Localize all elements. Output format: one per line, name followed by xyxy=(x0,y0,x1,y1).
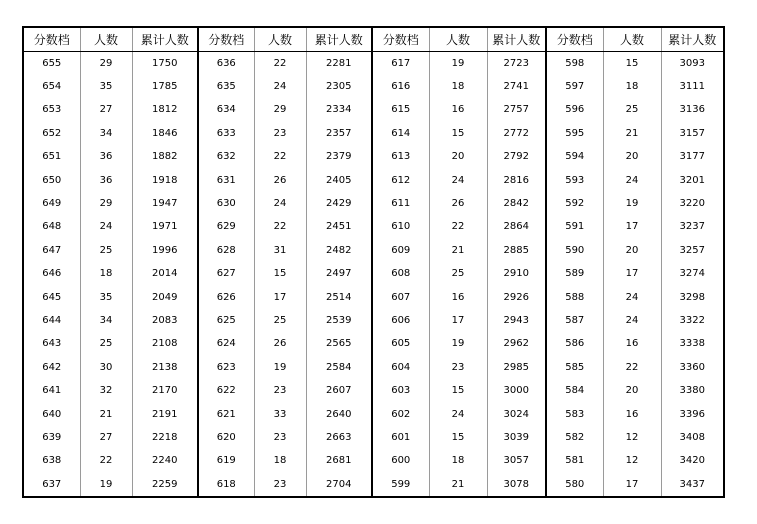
cell-score-band: 651 xyxy=(23,146,80,169)
cell-count: 16 xyxy=(603,403,661,426)
cell-cumulative-count: 3201 xyxy=(679,174,705,186)
header-score-band: 分数档 xyxy=(546,27,603,52)
cell-score-band: 605 xyxy=(372,333,429,356)
cell-score-band: 585 xyxy=(546,356,603,379)
cell-count: 35 xyxy=(80,75,132,98)
cell-cumulative-count: 2405 xyxy=(306,169,372,192)
cell-score-band: 649 xyxy=(23,192,80,215)
cell-score-band: 581 xyxy=(546,450,603,473)
header-count: 人数 xyxy=(254,27,306,52)
cell-score-band: 582 xyxy=(546,426,603,449)
cell-count: 23 xyxy=(254,379,306,402)
cell-score-band: 610 xyxy=(372,216,429,239)
cell-score-band: 644 xyxy=(23,309,80,332)
cell-count: 29 xyxy=(80,52,132,76)
cell-cumulative-count: 2607 xyxy=(306,379,372,402)
cell-score-band: 611 xyxy=(372,192,429,215)
cell-count: 24 xyxy=(603,309,661,332)
cell-score-band: 653 xyxy=(23,99,80,122)
cell-score-band: 601 xyxy=(372,426,429,449)
cell-count: 36 xyxy=(80,169,132,192)
cell-count: 34 xyxy=(80,309,132,332)
cell-cumulative-count: 3274 xyxy=(679,268,705,280)
cell-count: 16 xyxy=(603,333,661,356)
cell-cumulative-count: 2259 xyxy=(132,473,198,497)
cell-score-band: 616 xyxy=(372,75,429,98)
table-row xyxy=(23,146,724,169)
cell-cumulative-count: 1750 xyxy=(132,52,198,76)
cell-cumulative-count: 2792 xyxy=(487,146,546,169)
cell-cumulative-count: 2985 xyxy=(487,356,546,379)
cell-cumulative-count: 3078 xyxy=(487,473,546,497)
cell-count: 23 xyxy=(254,473,306,497)
cell-cumulative-count: 2191 xyxy=(132,403,198,426)
cell-cumulative-count: 3396 xyxy=(679,408,705,420)
cell-count: 23 xyxy=(254,426,306,449)
cell-count: 29 xyxy=(80,192,132,215)
cell-cumulative-count: 2926 xyxy=(487,286,546,309)
cell-cumulative-count: 2049 xyxy=(132,286,198,309)
cell-cumulative-count: 2757 xyxy=(487,99,546,122)
table-row xyxy=(23,473,724,497)
cell-count: 16 xyxy=(429,286,487,309)
cell-cumulative-count: 2864 xyxy=(487,216,546,239)
cell-cumulative-count: 2741 xyxy=(487,75,546,98)
cell-cumulative-count: 3408 xyxy=(679,431,705,443)
cell-cumulative-count: 3024 xyxy=(487,403,546,426)
cell-cumulative-count: 2357 xyxy=(306,122,372,145)
cell-count: 24 xyxy=(429,169,487,192)
cell-count: 34 xyxy=(80,122,132,145)
cell-count: 27 xyxy=(80,99,132,122)
header-count: 人数 xyxy=(603,27,661,52)
cell-count: 22 xyxy=(80,450,132,473)
cell-cumulative-count: 2240 xyxy=(132,450,198,473)
cell-count: 23 xyxy=(429,356,487,379)
cell-count: 18 xyxy=(254,450,306,473)
cell-cumulative-count: 1971 xyxy=(132,216,198,239)
cell-cumulative-count: 1947 xyxy=(132,192,198,215)
cell-cumulative-count: 3437 xyxy=(679,478,705,490)
cell-cumulative-count: 3298 xyxy=(679,291,705,303)
table-row xyxy=(23,379,724,402)
cell-score-band: 655 xyxy=(23,52,80,76)
cell-cumulative-count: 3220 xyxy=(679,198,705,210)
cell-cumulative-count: 2083 xyxy=(132,309,198,332)
cell-cumulative-count: 2663 xyxy=(306,426,372,449)
header-count: 人数 xyxy=(80,27,132,52)
cell-count: 18 xyxy=(429,450,487,473)
cell-count: 22 xyxy=(254,146,306,169)
cell-score-band: 635 xyxy=(198,75,254,98)
header-cumulative-count: 累计人数 xyxy=(661,27,724,52)
table-row xyxy=(23,169,724,192)
table-row xyxy=(23,122,724,145)
table-row xyxy=(23,263,724,286)
cell-score-band: 594 xyxy=(546,146,603,169)
cell-score-band: 591 xyxy=(546,216,603,239)
cell-score-band: 583 xyxy=(546,403,603,426)
cell-cumulative-count: 2451 xyxy=(306,216,372,239)
cell-count: 24 xyxy=(603,169,661,192)
cell-count: 29 xyxy=(254,99,306,122)
cell-count: 32 xyxy=(80,379,132,402)
cell-score-band: 628 xyxy=(198,239,254,262)
cell-count: 20 xyxy=(603,146,661,169)
cell-count: 21 xyxy=(80,403,132,426)
cell-score-band: 654 xyxy=(23,75,80,98)
cell-cumulative-count: 2640 xyxy=(306,403,372,426)
cell-score-band: 631 xyxy=(198,169,254,192)
cell-count: 19 xyxy=(603,192,661,215)
cell-score-band: 618 xyxy=(198,473,254,497)
header-score-band: 分数档 xyxy=(23,27,80,52)
table-row xyxy=(23,403,724,426)
cell-count: 17 xyxy=(603,216,661,239)
cell-cumulative-count: 2885 xyxy=(487,239,546,262)
cell-score-band: 595 xyxy=(546,122,603,145)
table-row xyxy=(23,426,724,449)
cell-cumulative-count: 2218 xyxy=(132,426,198,449)
cell-cumulative-count: 2014 xyxy=(132,263,198,286)
table-header-row xyxy=(23,27,724,52)
cell-score-band: 602 xyxy=(372,403,429,426)
cell-cumulative-count: 3420 xyxy=(679,455,705,467)
cell-count: 12 xyxy=(603,450,661,473)
cell-cumulative-count: 2584 xyxy=(306,356,372,379)
cell-cumulative-count: 2681 xyxy=(306,450,372,473)
cell-cumulative-count: 3338 xyxy=(679,338,705,350)
cell-count: 24 xyxy=(80,216,132,239)
cell-cumulative-count: 2170 xyxy=(132,379,198,402)
cell-count: 19 xyxy=(429,333,487,356)
cell-count: 30 xyxy=(80,356,132,379)
cell-count: 31 xyxy=(254,239,306,262)
cell-score-band: 608 xyxy=(372,263,429,286)
cell-cumulative-count: 2723 xyxy=(487,52,546,76)
cell-count: 17 xyxy=(603,473,661,497)
cell-cumulative-count: 2429 xyxy=(306,192,372,215)
cell-count: 18 xyxy=(603,75,661,98)
cell-score-band: 637 xyxy=(23,473,80,497)
cell-score-band: 636 xyxy=(198,52,254,76)
cell-count: 25 xyxy=(80,239,132,262)
cell-count: 36 xyxy=(80,146,132,169)
cell-score-band: 646 xyxy=(23,263,80,286)
cell-count: 16 xyxy=(429,99,487,122)
cell-score-band: 638 xyxy=(23,450,80,473)
header-count: 人数 xyxy=(429,27,487,52)
cell-score-band: 609 xyxy=(372,239,429,262)
cell-cumulative-count: 1882 xyxy=(132,146,198,169)
header-cumulative-count: 累计人数 xyxy=(487,27,546,52)
cell-count: 15 xyxy=(254,263,306,286)
cell-cumulative-count: 3360 xyxy=(679,361,705,373)
cell-cumulative-count: 2910 xyxy=(487,263,546,286)
cell-count: 23 xyxy=(254,122,306,145)
header-score-band: 分数档 xyxy=(372,27,429,52)
cell-count: 22 xyxy=(254,52,306,76)
cell-score-band: 592 xyxy=(546,192,603,215)
cell-count: 17 xyxy=(429,309,487,332)
cell-score-band: 596 xyxy=(546,99,603,122)
cell-count: 24 xyxy=(254,75,306,98)
cell-count: 27 xyxy=(80,426,132,449)
cell-count: 22 xyxy=(429,216,487,239)
cell-score-band: 613 xyxy=(372,146,429,169)
cell-score-band: 626 xyxy=(198,286,254,309)
cell-count: 24 xyxy=(429,403,487,426)
table-row xyxy=(23,216,724,239)
cell-score-band: 599 xyxy=(372,473,429,497)
cell-score-band: 642 xyxy=(23,356,80,379)
cell-cumulative-count: 3322 xyxy=(679,314,705,326)
cell-count: 18 xyxy=(429,75,487,98)
cell-cumulative-count: 2305 xyxy=(306,75,372,98)
cell-count: 19 xyxy=(80,473,132,497)
table-body xyxy=(23,52,724,498)
cell-score-band: 580 xyxy=(546,473,603,497)
cell-cumulative-count: 1996 xyxy=(132,239,198,262)
cell-count: 15 xyxy=(429,426,487,449)
cell-cumulative-count: 2772 xyxy=(487,122,546,145)
cell-cumulative-count: 1812 xyxy=(132,99,198,122)
cell-cumulative-count: 3237 xyxy=(679,221,705,233)
cell-score-band: 593 xyxy=(546,169,603,192)
table-row xyxy=(23,356,724,379)
table-row xyxy=(23,99,724,122)
cell-count: 35 xyxy=(80,286,132,309)
cell-count: 17 xyxy=(603,263,661,286)
cell-count: 15 xyxy=(603,52,661,76)
cell-score-band: 607 xyxy=(372,286,429,309)
cell-score-band: 623 xyxy=(198,356,254,379)
cell-score-band: 587 xyxy=(546,309,603,332)
cell-count: 20 xyxy=(603,379,661,402)
cell-cumulative-count: 3000 xyxy=(487,379,546,402)
cell-score-band: 647 xyxy=(23,239,80,262)
cell-score-band: 615 xyxy=(372,99,429,122)
cell-score-band: 641 xyxy=(23,379,80,402)
cell-cumulative-count: 2565 xyxy=(306,333,372,356)
cell-score-band: 645 xyxy=(23,286,80,309)
cell-score-band: 617 xyxy=(372,52,429,76)
cell-score-band: 632 xyxy=(198,146,254,169)
cell-score-band: 625 xyxy=(198,309,254,332)
cell-score-band: 600 xyxy=(372,450,429,473)
cell-score-band: 650 xyxy=(23,169,80,192)
cell-cumulative-count: 2514 xyxy=(306,286,372,309)
cell-count: 26 xyxy=(254,169,306,192)
cell-cumulative-count: 3093 xyxy=(679,57,705,69)
cell-cumulative-count: 3380 xyxy=(679,385,705,397)
cell-count: 25 xyxy=(254,309,306,332)
cell-count: 15 xyxy=(429,379,487,402)
cell-cumulative-count: 2943 xyxy=(487,309,546,332)
cell-score-band: 630 xyxy=(198,192,254,215)
cell-cumulative-count: 2962 xyxy=(487,333,546,356)
cell-score-band: 629 xyxy=(198,216,254,239)
cell-score-band: 604 xyxy=(372,356,429,379)
cell-score-band: 652 xyxy=(23,122,80,145)
table-row xyxy=(23,450,724,473)
cell-cumulative-count: 2138 xyxy=(132,356,198,379)
cell-score-band: 621 xyxy=(198,403,254,426)
header-cumulative-count: 累计人数 xyxy=(132,27,198,52)
cell-cumulative-count: 3039 xyxy=(487,426,546,449)
cell-cumulative-count: 2379 xyxy=(306,146,372,169)
score-distribution-table xyxy=(22,26,725,498)
cell-cumulative-count: 3057 xyxy=(487,450,546,473)
cell-count: 19 xyxy=(429,52,487,76)
cell-count: 24 xyxy=(603,286,661,309)
cell-count: 25 xyxy=(80,333,132,356)
cell-score-band: 633 xyxy=(198,122,254,145)
cell-score-band: 590 xyxy=(546,239,603,262)
cell-score-band: 627 xyxy=(198,263,254,286)
cell-score-band: 634 xyxy=(198,99,254,122)
table-row xyxy=(23,333,724,356)
cell-count: 15 xyxy=(429,122,487,145)
cell-score-band: 619 xyxy=(198,450,254,473)
cell-count: 20 xyxy=(429,146,487,169)
cell-score-band: 614 xyxy=(372,122,429,145)
cell-cumulative-count: 2281 xyxy=(306,52,372,76)
cell-cumulative-count: 2816 xyxy=(487,169,546,192)
header-score-band: 分数档 xyxy=(198,27,254,52)
cell-cumulative-count: 2334 xyxy=(306,99,372,122)
cell-count: 20 xyxy=(603,239,661,262)
cell-cumulative-count: 3177 xyxy=(679,151,705,163)
cell-score-band: 620 xyxy=(198,426,254,449)
table-row xyxy=(23,286,724,309)
cell-count: 17 xyxy=(254,286,306,309)
table-row xyxy=(23,75,724,98)
cell-score-band: 598 xyxy=(546,52,603,76)
cell-score-band: 586 xyxy=(546,333,603,356)
cell-count: 21 xyxy=(429,239,487,262)
cell-cumulative-count: 2842 xyxy=(487,192,546,215)
cell-score-band: 622 xyxy=(198,379,254,402)
cell-count: 26 xyxy=(429,192,487,215)
cell-cumulative-count: 2108 xyxy=(132,333,198,356)
cell-count: 12 xyxy=(603,426,661,449)
cell-score-band: 603 xyxy=(372,379,429,402)
cell-count: 22 xyxy=(254,216,306,239)
cell-score-band: 624 xyxy=(198,333,254,356)
cell-score-band: 640 xyxy=(23,403,80,426)
cell-count: 18 xyxy=(80,263,132,286)
cell-count: 24 xyxy=(254,192,306,215)
cell-cumulative-count: 3136 xyxy=(679,104,705,116)
cell-score-band: 588 xyxy=(546,286,603,309)
cell-score-band: 643 xyxy=(23,333,80,356)
cell-cumulative-count: 2497 xyxy=(306,263,372,286)
cell-cumulative-count: 3111 xyxy=(679,81,705,93)
cell-score-band: 606 xyxy=(372,309,429,332)
table-row xyxy=(23,309,724,332)
table-row xyxy=(23,192,724,215)
cell-score-band: 584 xyxy=(546,379,603,402)
cell-count: 21 xyxy=(429,473,487,497)
cell-score-band: 639 xyxy=(23,426,80,449)
cell-count: 33 xyxy=(254,403,306,426)
cell-cumulative-count: 2539 xyxy=(306,309,372,332)
header-cumulative-count: 累计人数 xyxy=(306,27,372,52)
cell-cumulative-count: 3257 xyxy=(679,244,705,256)
cell-cumulative-count: 2704 xyxy=(306,473,372,497)
cell-count: 19 xyxy=(254,356,306,379)
cell-score-band: 648 xyxy=(23,216,80,239)
table-row xyxy=(23,52,724,76)
cell-score-band: 597 xyxy=(546,75,603,98)
cell-count: 25 xyxy=(429,263,487,286)
cell-cumulative-count: 2482 xyxy=(306,239,372,262)
cell-cumulative-count: 1785 xyxy=(132,75,198,98)
cell-count: 21 xyxy=(603,122,661,145)
cell-count: 25 xyxy=(603,99,661,122)
cell-cumulative-count: 3157 xyxy=(679,127,705,139)
cell-score-band: 589 xyxy=(546,263,603,286)
table-row xyxy=(23,239,724,262)
cell-count: 22 xyxy=(603,356,661,379)
cell-cumulative-count: 1918 xyxy=(132,169,198,192)
cell-cumulative-count: 1846 xyxy=(132,122,198,145)
cell-score-band: 612 xyxy=(372,169,429,192)
cell-count: 26 xyxy=(254,333,306,356)
